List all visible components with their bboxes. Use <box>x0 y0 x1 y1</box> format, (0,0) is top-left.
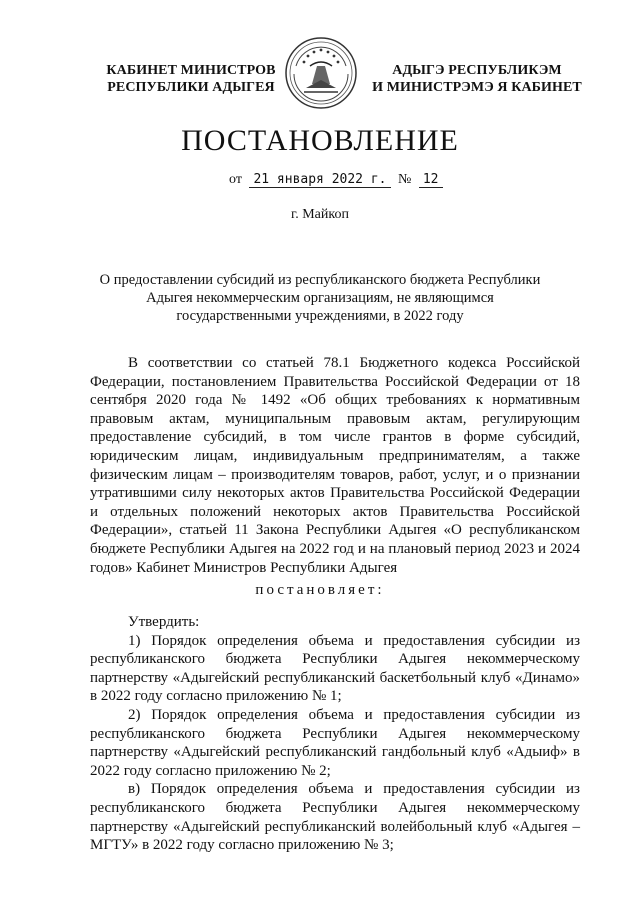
date-line <box>225 172 455 188</box>
header-left-line2: РЕСПУБЛИКИ АДЫГЕЯ <box>107 80 275 95</box>
city: г. Майкоп <box>291 207 349 222</box>
document-number: 12 <box>419 172 443 188</box>
coat-of-arms-icon <box>284 36 358 110</box>
intro-paragraph <box>90 354 580 577</box>
document-title: ПОСТАНОВЛЕНИЕ <box>181 124 459 157</box>
header-right-line1: АДЫГЭ РЕСПУБЛИКЭМ <box>392 63 562 78</box>
document-date: 21 января 2022 г. <box>249 172 390 188</box>
header-left <box>96 62 286 96</box>
items-lead: Утвердить: <box>128 614 200 630</box>
decree-item-2: 2) Порядок определения объема и предоставления субсидии из республиканского бюджета Республики Адыгея некоммерческому партнерству «Адыгейский республиканский гандбольный клуб «Адыиф» в 2022 году согласно приложению № 2; <box>90 706 580 779</box>
number-label: № <box>398 172 412 187</box>
header-right-line2: И МИНИСТРЭМЭ Я КАБИНЕТ <box>372 80 582 95</box>
decree-item-3: в) Порядок определения объема и предоставления субсидии из республиканского бюджета Республики Адыгея некоммерческому партнерству «Адыгейский республиканский волейбольный клуб «Адыгея – МГТУ» в 2022 году согласно приложению № 3; <box>90 781 580 854</box>
decree-item-1: 1) Порядок определения объема и предоставления субсидии из республиканского бюджета Республики Адыгея некоммерческому партнерству «Адыгейский республиканский баскетбольный клуб «Динамо» в 2022 году согласно приложению № 1; <box>90 632 580 705</box>
header-left-line1: КАБИНЕТ МИНИСТРОВ <box>106 63 276 78</box>
intro-text: В соответствии со статьей 78.1 Бюджетного кодекса Российской Федерации, постановлением Правительства Российской Федерации от 18 сентября 2020 года № 1492 «Об общих требованиях к нормативным правовым актам, муниципальным правовым актам, регулирующим предоставление субсидий, в том числе грантов в форме субсидий, юридическим лицам, индивидуальным предпринимателям, а также физическим лицам – производителям товаров, работ, услуг, и о признании утратившими силу некоторых актов Правительства Российской Федерации и отдельных положений некоторых актов Правительства Российской Федерации», статьей 11 Закона Республики Адыгея «О республиканском бюджете Республики Адыгея на 2022 год и на плановый период 2023 и 2024 годов» Кабинет Министров Республики Адыгея <box>90 355 580 576</box>
header-right <box>372 62 582 96</box>
document-subject: О предоставлении субсидий из республиканского бюджета Республики Адыгея некоммерческим организациям, не являющимся государственными учреждениями, в 2022 году <box>99 272 541 324</box>
decree-word: постановляет: <box>255 582 385 598</box>
date-from-label: от <box>229 172 242 187</box>
decree-items <box>90 613 580 855</box>
